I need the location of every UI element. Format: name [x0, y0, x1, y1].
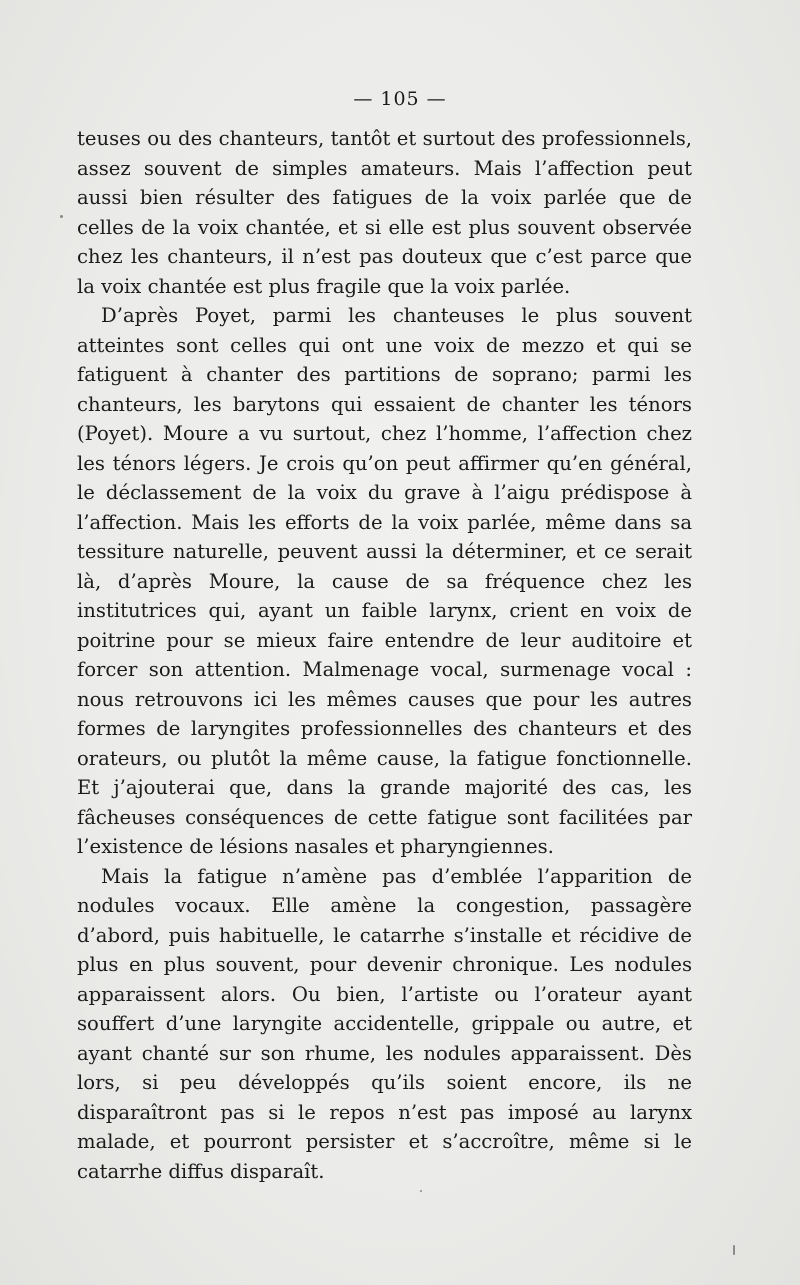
paper-speck: [420, 1190, 422, 1192]
page-number: — 105 —: [353, 88, 447, 110]
paper-speck: [60, 215, 63, 218]
body-text: [77, 124, 692, 1186]
paragraph-2: D’après Poyet, parmi les chanteuses le plus souvent atteintes sont celles qui ont une voix de mezzo et qui se fatiguent à chanter des partitions de soprano; parmi les chanteurs, les barytons qui essaient de chanter les ténors (Poyet). Moure a vu surtout, chez l’homme, l’affection chez les ténors légers. Je crois qu’on peut affirmer qu’en général, le déclassement de la voix du grave à l’aigu prédispose à l’affection. Mais les efforts de la voix parlée, même dans sa tessiture naturelle, peuvent aussi la déterminer, et ce serait là, d’après Moure, la cause de sa fréquence chez les institutrices qui, ayant un faible larynx, crient en voix de poitrine pour se mieux faire entendre de leur auditoire et forcer son attention. Malmenage vocal, surmenage vocal : nous retrouvons ici les mêmes causes que pour les autres formes de laryngites professionnelles des chanteurs et des orateurs, ou plutôt la même cause, la fatigue fonctionnelle. Et j’ajouterai que, dans la grande majorité des cas, les fâcheuses conséquences de cette fatigue sont facilitées par l’existence de lésions nasales et pharyngiennes.: [77, 304, 692, 858]
paper-speck: [733, 1245, 735, 1255]
paragraph-3: Mais la fatigue n’amène pas d’emblée l’apparition de nodules vocaux. Elle amène la congestion, passagère d’abord, puis habituelle, le catarrhe s’installe et récidive de plus en plus souvent, pour devenir chronique. Les nodules apparaissent alors. Ou bien, l’artiste ou l’orateur ayant souffert d’une laryngite accidentelle, grippale ou autre, et ayant chanté sur son rhume, les nodules apparaissent. Dès lors, si peu développés qu’ils soient encore, ils ne disparaîtront pas si le repos n’est pas imposé au larynx malade, et pourront persister et s’accroître, même si le catarrhe diffus disparaît.: [77, 864, 692, 1183]
paragraph-1: teuses ou des chanteurs, tantôt et surtout des professionnels, assez souvent de simples amateurs. Mais l’affection peut aussi bien résulter des fatigues de la voix parlée que de celles de la voix chantée, et si elle est plus souvent observée chez les chanteurs, il n’est pas douteux que c’est parce que la voix chantée est plus fragile que la voix parlée.: [77, 127, 692, 298]
